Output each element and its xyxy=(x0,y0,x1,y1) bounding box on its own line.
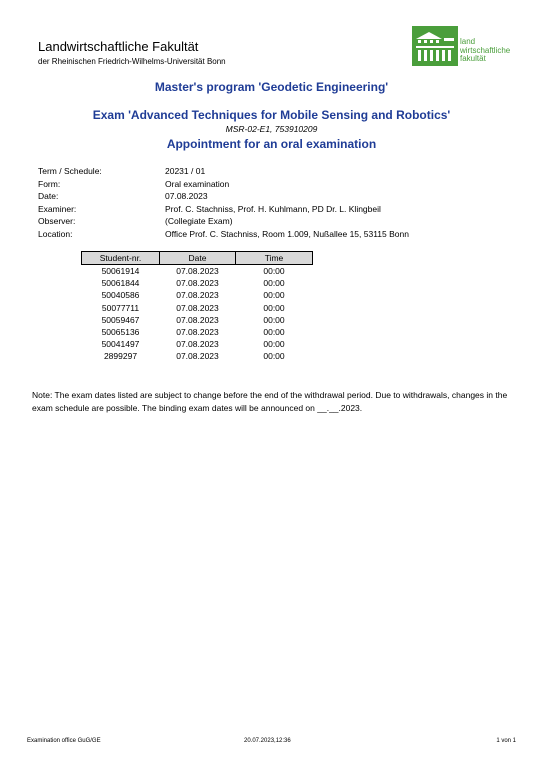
info-value: (Collegiate Exam) xyxy=(165,216,233,226)
time-cell: 00:00 xyxy=(263,314,285,325)
logo-wordmark xyxy=(460,38,510,64)
table-row xyxy=(82,326,313,338)
info-label: Examiner: xyxy=(38,203,77,214)
date-cell: 07.08.2023 xyxy=(176,339,219,350)
table-row xyxy=(82,289,313,301)
student-nr-cell: 50061914 xyxy=(101,266,140,277)
building-logo-icon xyxy=(412,26,458,66)
withdrawal-note: Note: The exam dates listed are subject to change before the end of the withdrawal period. Due to withdrawals, changes in the exam schedule are possible. The binding exam dates will be announced on __.__.2023. xyxy=(32,390,508,413)
logo-line-1: land xyxy=(460,37,476,46)
logo-line-3: fakultät xyxy=(460,54,486,63)
university-name: der Rheinischen Friedrich-Wilhelms-Universität Bonn xyxy=(38,57,226,66)
date-cell: 07.08.2023 xyxy=(176,290,219,301)
info-value: Oral examination xyxy=(165,178,230,189)
exam-title: Exam 'Advanced Techniques for Mobile Sensing and Robotics' xyxy=(92,108,451,122)
table-row xyxy=(82,265,313,278)
program-title: Master's program 'Geodetic Engineering' xyxy=(154,80,389,94)
student-nr-cell: 50059467 xyxy=(101,314,140,325)
student-nr-cell: 50077711 xyxy=(101,302,140,313)
info-label: Date: xyxy=(38,191,59,201)
footer-page-number: 1 von 1 xyxy=(496,738,516,744)
time-cell: 00:00 xyxy=(263,339,285,350)
logo-line-2: wirtschaftliche xyxy=(460,45,511,55)
date-cell: 07.08.2023 xyxy=(176,327,219,338)
date-cell: 07.08.2023 xyxy=(176,278,219,289)
column-header-student-nr: Student-nr. xyxy=(82,252,160,265)
time-cell: 00:00 xyxy=(263,278,285,289)
column-header-date: Date xyxy=(160,252,236,265)
student-nr-cell: 2899297 xyxy=(103,351,138,362)
info-value: Office Prof. C. Stachniss, Room 1.009, Nußallee 15, 53115 Bonn xyxy=(165,228,409,239)
info-value: 07.08.2023 xyxy=(165,191,208,201)
student-nr-cell: 50041497 xyxy=(101,339,140,350)
time-cell: 00:00 xyxy=(263,290,285,301)
info-label: Location: xyxy=(38,228,73,239)
student-nr-cell: 50061844 xyxy=(101,278,140,289)
student-schedule-table xyxy=(81,251,313,363)
info-value: 20231 / 01 xyxy=(165,166,206,176)
footer-office: Examination office GuG/GE xyxy=(27,738,101,744)
student-nr-cell: 50040586 xyxy=(101,290,140,301)
info-label: Term / Schedule: xyxy=(38,166,102,176)
time-cell: 00:00 xyxy=(263,266,285,277)
column-header-time: Time xyxy=(236,252,313,265)
info-value: Prof. C. Stachniss, Prof. H. Kuhlmann, PD Dr. L. Klingbeil xyxy=(165,203,381,214)
date-cell: 07.08.2023 xyxy=(176,351,219,362)
exam-code: MSR-02-E1, 753910209 xyxy=(225,124,318,134)
table-row xyxy=(82,314,313,326)
student-nr-cell: 50065136 xyxy=(101,327,140,338)
date-cell: 07.08.2023 xyxy=(176,266,219,277)
date-cell: 07.08.2023 xyxy=(176,314,219,325)
appointment-title: Appointment for an oral examination xyxy=(166,137,377,151)
table-row xyxy=(82,302,313,314)
time-cell: 00:00 xyxy=(263,351,285,362)
time-cell: 00:00 xyxy=(263,327,285,338)
time-cell: 00:00 xyxy=(263,302,285,313)
table-header-row xyxy=(82,252,313,265)
table-row xyxy=(82,277,313,289)
faculty-logo xyxy=(412,26,518,66)
info-label: Observer: xyxy=(38,216,76,226)
faculty-name: Landwirtschaftliche Fakultät xyxy=(38,39,199,54)
info-label: Form: xyxy=(38,178,61,189)
table-row xyxy=(82,350,313,362)
date-cell: 07.08.2023 xyxy=(176,302,219,313)
footer-timestamp: 20.07.2023,12:36 xyxy=(244,738,291,744)
table-row xyxy=(82,338,313,350)
